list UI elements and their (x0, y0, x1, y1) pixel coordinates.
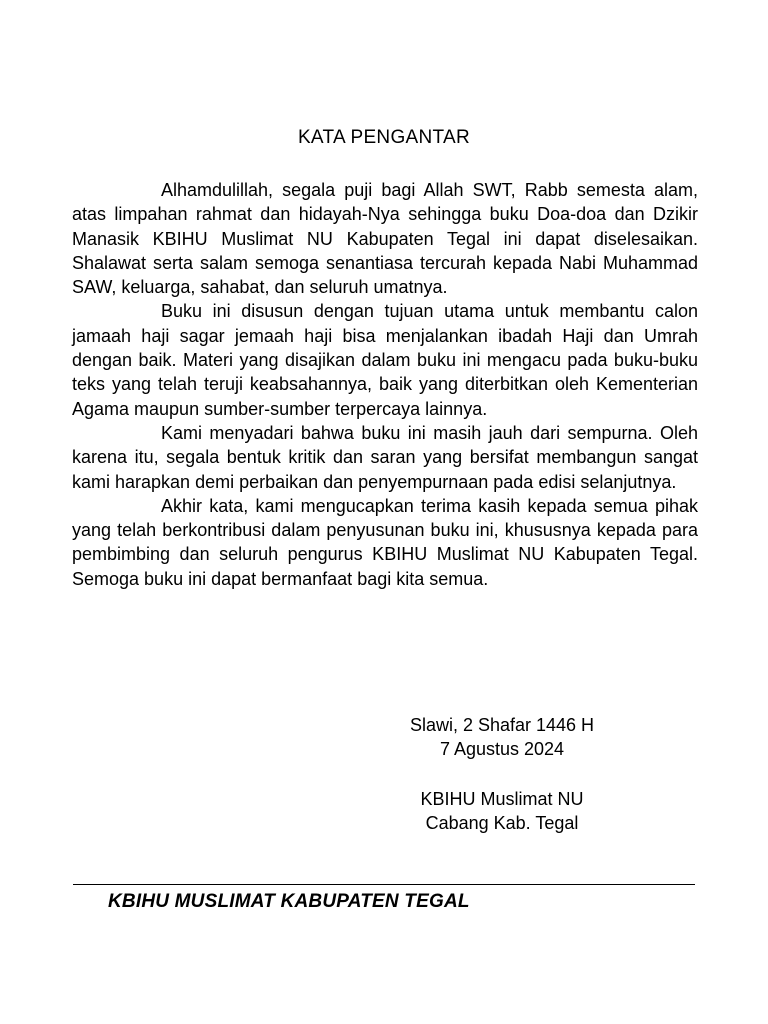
preface-body (72, 178, 698, 591)
signature-org-block (380, 787, 624, 835)
page-title: KATA PENGANTAR (297, 127, 471, 148)
footer-divider (73, 884, 695, 885)
paragraph-1: Alhamdulillah, segala puji bagi Allah SWT, Rabb semesta alam, atas limpahan rahmat dan hidayah-Nya sehingga buku Doa-doa dan Dzikir Manasik KBIHU Muslimat NU Kabupaten Tegal ini dapat diselesaikan. Shalawat serta salam semoga senantiasa tercurah kepada Nabi Muhammad SAW, keluarga, sahabat, dan seluruh umatnya. (72, 180, 698, 298)
org-branch: Cabang Kab. Tegal (425, 813, 579, 833)
paragraph-3: Kami menyadari bahwa buku ini masih jauh dari sempurna. Oleh karena itu, segala bentuk kritik dan saran yang bersifat membangun sangat kami harapkan demi perbaikan dan penyempurnaan pada edisi selanjutnya. (72, 422, 698, 492)
org-name: KBIHU Muslimat NU (420, 789, 584, 809)
signature-date-block (380, 713, 624, 761)
gregorian-date: 7 Agustus 2024 (439, 739, 565, 759)
footer-text: KBIHU MUSLIMAT KABUPATEN TEGAL (108, 891, 470, 912)
paragraph-2: Buku ini disusun dengan tujuan utama untuk membantu calon jamaah haji sagar jemaah haji bisa menjalankan ibadah Haji dan Umrah dengan baik. Materi yang disajikan dalam buku ini mengacu pada buku-buku teks yang telah teruji keabsahannya, baik yang diterbitkan oleh Kementerian Agama maupun sumber-sumber terpercaya lainnya. (72, 301, 698, 419)
place-date: Slawi, 2 Shafar 1446 H (409, 715, 595, 735)
paragraph-4: Akhir kata, kami mengucapkan terima kasih kepada semua pihak yang telah berkontribusi dalam penyusunan buku ini, khususnya kepada para pembimbing dan seluruh pengurus KBIHU Muslimat NU Kabupaten Tegal. Semoga buku ini dapat bermanfaat bagi kita semua. (72, 495, 698, 589)
